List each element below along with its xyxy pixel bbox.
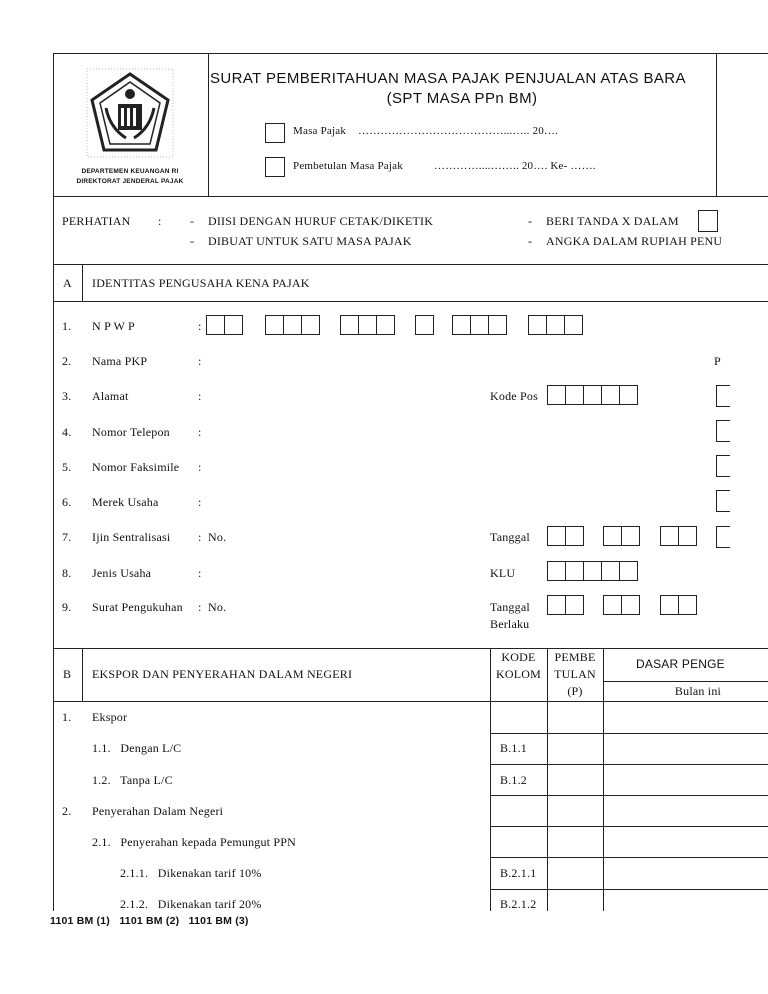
logo-line2: DIREKTORAT JENDERAL PAJAK xyxy=(76,178,184,185)
row-b11-code: B.1.1 xyxy=(500,741,528,755)
row-a6-colon: : xyxy=(198,495,202,509)
row-a9-num: 9. xyxy=(62,600,72,614)
row-b212-code: B.2.1.2 xyxy=(500,897,537,911)
row-a2-colon: : xyxy=(198,354,202,368)
pembetulan-checkbox[interactable] xyxy=(265,157,285,177)
row-b2-label: Penyerahan Dalam Negeri xyxy=(92,804,224,818)
row-a8-klu: KLU xyxy=(490,566,516,580)
row-b11-label: 1.1. Dengan L/C xyxy=(92,741,182,755)
row-a6-num: 6. xyxy=(62,495,72,509)
row-a7-tanggal: Tanggal xyxy=(490,530,530,544)
logo xyxy=(86,68,174,160)
perhatian-item-4: ANGKA DALAM RUPIAH PENU xyxy=(546,234,723,248)
perhatian-item-1: DIISI DENGAN HURUF CETAK/DIKETIK xyxy=(208,214,434,228)
row-b211-code: B.2.1.1 xyxy=(500,866,537,880)
row-a8-label: Jenis Usaha xyxy=(92,566,152,580)
section-b-title: EKSPOR DAN PENYERAHAN DALAM NEGERI xyxy=(92,667,353,681)
row-b1-num: 1. xyxy=(62,710,72,724)
right-box-6[interactable] xyxy=(716,490,730,512)
row-a5-label: Nomor Faksimile xyxy=(92,460,180,474)
masa-pajak-label: Masa Pajak xyxy=(293,125,347,137)
row-a9-colon: : xyxy=(198,600,202,614)
section-a-letter: A xyxy=(63,276,72,290)
col-dasar: DASAR PENGE xyxy=(636,657,725,671)
row-b2-num: 2. xyxy=(62,804,72,818)
row-a1-label: N P W P xyxy=(92,319,135,333)
row-a2-num: 2. xyxy=(62,354,72,368)
perhatian-dash-3: - xyxy=(528,214,533,228)
col-pembe-1: PEMBE xyxy=(554,650,596,664)
right-box-4[interactable] xyxy=(716,420,730,442)
row-a3-num: 3. xyxy=(62,389,72,403)
perhatian-colon: : xyxy=(158,214,162,228)
row-b12-code: B.1.2 xyxy=(500,773,528,787)
perhatian-dash-4: - xyxy=(528,234,533,248)
klu-field[interactable] xyxy=(547,561,637,581)
col-pembe-3: (P) xyxy=(567,684,583,698)
row-a5-num: 5. xyxy=(62,460,72,474)
kode-pos-field[interactable] xyxy=(547,385,637,405)
row-a9-no: No. xyxy=(208,600,227,614)
perhatian-sample-box xyxy=(698,210,718,232)
row-a4-colon: : xyxy=(198,425,202,439)
masa-pajak-checkbox[interactable] xyxy=(265,123,285,143)
row-b211-label: 2.1.1. Dikenakan tarif 10% xyxy=(120,866,262,880)
masa-pajak-value[interactable]: …………………………………...….. 20…. xyxy=(358,125,559,137)
col-kode-1: KODE xyxy=(501,650,536,664)
perhatian-item-2: DIBUAT UNTUK SATU MASA PAJAK xyxy=(208,234,412,248)
perhatian-dash-1: - xyxy=(190,214,195,228)
right-box-3[interactable] xyxy=(716,385,730,407)
row-a6-label: Merek Usaha xyxy=(92,495,159,509)
row-a4-num: 4. xyxy=(62,425,72,439)
pembetulan-label: Pembetulan Masa Pajak xyxy=(293,160,403,172)
row-a9-berlaku: Berlaku xyxy=(490,617,530,631)
row-a3-label: Alamat xyxy=(92,389,129,403)
row-a9-label: Surat Pengukuhan xyxy=(92,600,183,614)
col-kode-2: KOLOM xyxy=(496,667,541,681)
form-title: SURAT PEMBERITAHUAN MASA PAJAK PENJUALAN ATAS BARA xyxy=(210,70,686,87)
row-a8-num: 8. xyxy=(62,566,72,580)
row-b1-label: Ekspor xyxy=(92,710,128,724)
row-a1-num: 1. xyxy=(62,319,72,333)
col-bulan-ini: Bulan ini xyxy=(674,684,722,698)
row-b21-label: 2.1. Penyerahan kepada Pemungut PPN xyxy=(92,835,297,849)
row-b12-label: 1.2. Tanpa L/C xyxy=(92,773,173,787)
kode-pos-label: Kode Pos xyxy=(490,389,538,403)
row-a2-label: Nama PKP xyxy=(92,354,148,368)
form-codes-footer: 1101 BM (1) 1101 BM (2) 1101 BM (3) xyxy=(50,915,249,927)
row-a8-colon: : xyxy=(198,566,202,580)
section-b-letter: B xyxy=(63,667,72,681)
row-a4-label: Nomor Telepon xyxy=(92,425,170,439)
row-a7-label: Ijin Sentralisasi xyxy=(92,530,171,544)
section-a-title: IDENTITAS PENGUSAHA KENA PAJAK xyxy=(92,276,310,290)
perhatian-item-3: BERI TANDA X DALAM xyxy=(546,214,679,228)
pembetulan-value[interactable]: …………....…….. 20…. Ke- ……. xyxy=(434,160,596,172)
row-a3-colon: : xyxy=(198,389,202,403)
row-a2-right: P xyxy=(714,354,721,368)
right-box-7[interactable] xyxy=(716,526,730,548)
row-a5-colon: : xyxy=(198,460,202,474)
perhatian-dash-2: - xyxy=(190,234,195,248)
row-a7-num: 7. xyxy=(62,530,72,544)
right-box-5[interactable] xyxy=(716,455,730,477)
row-a7-colon: : xyxy=(198,530,202,544)
logo-line1: DEPARTEMEN KEUANGAN RI xyxy=(81,168,179,175)
row-a7-no: No. xyxy=(208,530,227,544)
perhatian-label: PERHATIAN xyxy=(62,214,131,228)
col-pembe-2: TULAN xyxy=(554,667,596,681)
row-a1-colon: : xyxy=(198,319,202,333)
row-a9-tanggal: Tanggal xyxy=(490,600,530,614)
form-subtitle: (SPT MASA PPn BM) xyxy=(386,90,538,107)
row-b212-label: 2.1.2. Dikenakan tarif 20% xyxy=(120,897,262,911)
